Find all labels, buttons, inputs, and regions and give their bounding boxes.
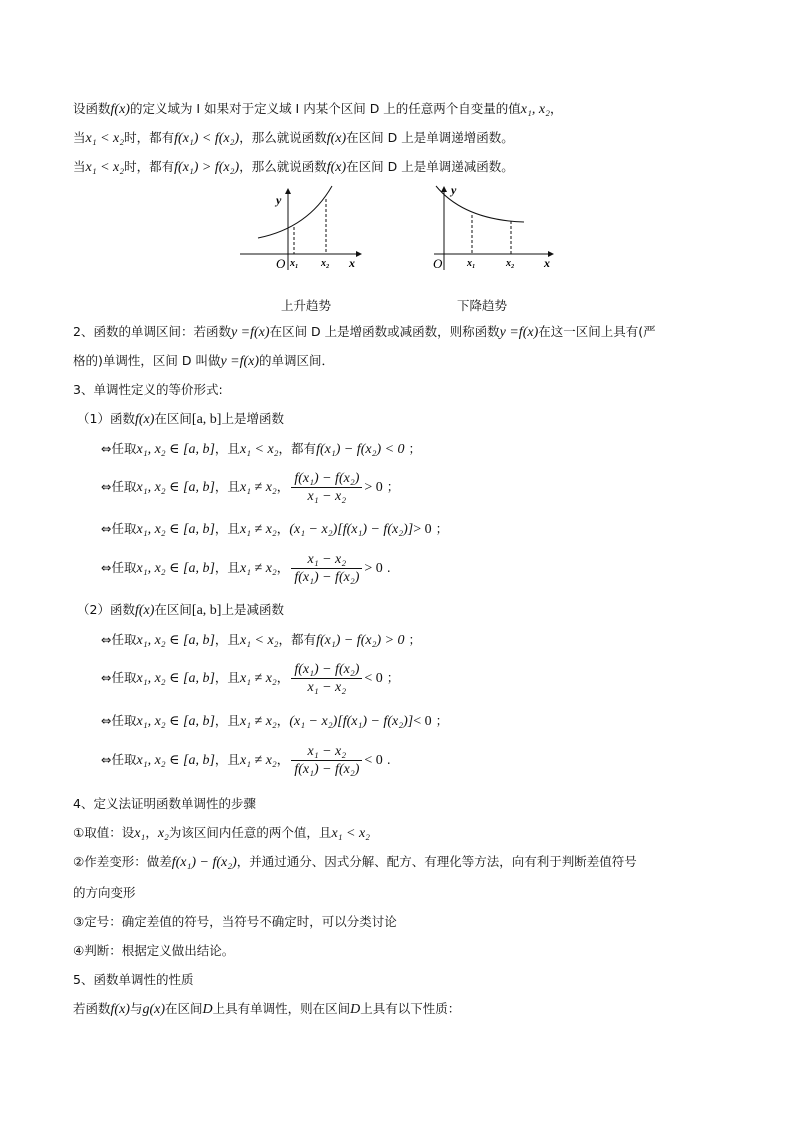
s2-line-2	[73, 352, 334, 371]
text: ，且	[214, 752, 240, 767]
comma: ，	[276, 670, 290, 685]
math: x₁ < x₂	[331, 826, 371, 841]
x2-label: x₂	[321, 258, 330, 269]
math-fx: f(x)	[326, 131, 347, 146]
dec-eq-3	[101, 712, 448, 731]
text: ，且	[214, 441, 240, 456]
text: 格的)单调性，区间 D 叫做	[73, 353, 221, 368]
text: ，且	[214, 521, 240, 536]
text: ，那么就说函数	[239, 159, 327, 174]
math-ineq: f(x₁) < f(x₂)	[174, 131, 240, 146]
math: x₁	[134, 826, 146, 841]
text: .	[382, 560, 391, 575]
text: 在区间 D 上是增函数或减函数，则称函数	[269, 324, 500, 339]
text: 时，都有	[124, 159, 175, 174]
decreasing-curve	[436, 186, 524, 222]
text: 设函数	[73, 101, 111, 116]
math-fx: f(x)	[326, 160, 347, 175]
s4-step-3: ③定号：确定差值的符号，当符号不确定时，可以分类讨论	[73, 914, 397, 929]
origin-label: O	[276, 256, 286, 271]
y-label: y	[451, 183, 457, 197]
text: 任取	[111, 713, 137, 728]
text: 任取	[111, 479, 137, 494]
s4-step-2	[73, 853, 637, 872]
math: > 0	[364, 480, 383, 495]
x-label: x	[349, 256, 355, 270]
text: 在区间	[154, 602, 192, 617]
equiv-arrow: ⇔	[101, 560, 112, 575]
math: < 0	[364, 671, 383, 686]
y-label: y	[276, 193, 282, 207]
text: 若函数	[73, 1001, 111, 1016]
fraction	[291, 470, 362, 505]
x2-label: x₂	[506, 258, 515, 269]
text: 在区间	[165, 1001, 203, 1016]
denominator: f(x₁) − f(x₂)	[294, 570, 360, 585]
s3-title: 3、单调性定义的等价形式:	[73, 382, 223, 397]
math: x₁, x₂ ∈ [a, b]	[136, 522, 215, 537]
text: ，那么就说函数	[239, 130, 327, 145]
math: x₁ ≠ x₂	[239, 561, 277, 576]
text: ，	[145, 825, 158, 840]
math: x₁, x₂ ∈ [a, b]	[136, 671, 215, 686]
text: 2、函数的单调区间：若函数	[73, 324, 231, 339]
text: ，且	[214, 670, 240, 685]
math: x₁ ≠ x₂	[239, 522, 277, 537]
equiv-arrow: ⇔	[101, 670, 112, 685]
intro-line-3	[73, 158, 514, 177]
text: 当	[73, 159, 86, 174]
comma: ，	[276, 752, 290, 767]
math: D	[350, 1002, 361, 1017]
dec-eq-2	[101, 661, 399, 696]
denominator: x₁ − x₂	[307, 489, 347, 504]
x1-label: x₁	[467, 258, 476, 269]
text: ，且	[214, 560, 240, 575]
x-axis-arrow	[356, 251, 362, 257]
text: （2）函数	[77, 602, 135, 617]
math: x₁, x₂ ∈ [a, b]	[136, 561, 215, 576]
math: g(x)	[142, 1002, 166, 1017]
text: 任取	[111, 670, 137, 685]
numerator: x₁ − x₂	[291, 551, 362, 569]
numerator: x₁ − x₂	[291, 743, 362, 761]
comma: ，	[276, 560, 290, 575]
text: ，且	[214, 632, 240, 647]
text: 上具有以下性质：	[360, 1001, 461, 1016]
text: 在这一区间上具有(严	[538, 324, 656, 339]
math: x₁, x₂ ∈ [a, b]	[136, 753, 215, 768]
equiv-arrow: ⇔	[101, 713, 112, 728]
text: ；	[431, 713, 449, 728]
math: x₁, x₂ ∈ [a, b]	[136, 633, 215, 648]
text: ，都有	[278, 441, 317, 456]
text: ；	[431, 521, 449, 536]
math: x₂	[157, 826, 169, 841]
equiv-arrow: ⇔	[101, 441, 112, 456]
text: ，都有	[278, 632, 317, 647]
text: 为该区间内任意的两个值，且	[168, 825, 332, 840]
math: (x₁ − x₂)[f(x₁) − f(x₂)]	[289, 522, 414, 537]
math: < 0	[364, 753, 383, 768]
math: f(x)	[110, 1002, 130, 1017]
s4-step-1	[73, 824, 370, 843]
math: y =f(x)	[230, 325, 270, 340]
math: x₁ < x₂	[239, 633, 279, 648]
s4-step-2-cont: 的方向变形	[73, 885, 136, 900]
text: 时，都有	[124, 130, 175, 145]
math-cond: x₁ < x₂	[85, 131, 125, 146]
dec-eq-1	[101, 631, 421, 650]
math: x₁, x₂ ∈ [a, b]	[136, 480, 215, 495]
text: ；	[404, 441, 422, 456]
equiv-arrow: ⇔	[101, 479, 112, 494]
math: x₁ ≠ x₂	[239, 671, 277, 686]
decreasing-graph	[430, 182, 560, 274]
inc-eq-2	[101, 470, 399, 505]
text: 上是增函数	[221, 411, 284, 426]
comma: ，	[276, 713, 290, 728]
s2-line-1	[73, 323, 656, 342]
text: 在区间	[154, 411, 192, 426]
x-label: x	[544, 256, 550, 270]
y-axis-arrow	[285, 188, 291, 194]
fraction	[291, 551, 362, 586]
s5-line-1	[73, 1000, 460, 1019]
text: ，且	[214, 479, 240, 494]
math: [a, b]	[191, 412, 222, 427]
text: 任取	[111, 632, 137, 647]
math-vars: x₁, x₂	[520, 102, 550, 117]
increasing-graph	[236, 182, 366, 274]
s4-step-4: ④判断：根据定义做出结论。	[73, 943, 235, 958]
math: x₁ ≠ x₂	[239, 714, 277, 729]
dec-eq-4	[101, 743, 391, 778]
equiv-arrow: ⇔	[101, 632, 112, 647]
text: 任取	[111, 521, 137, 536]
inc-eq-3	[101, 520, 448, 539]
comma: ，	[276, 479, 290, 494]
comma: ，	[276, 521, 290, 536]
math: > 0	[364, 561, 383, 576]
math: (x₁ − x₂)[f(x₁) − f(x₂)]	[289, 714, 414, 729]
text: ①取值：设	[73, 825, 135, 840]
math: x₁ ≠ x₂	[239, 753, 277, 768]
denominator: x₁ − x₂	[307, 680, 347, 695]
text: ，且	[214, 713, 240, 728]
math: y =f(x)	[499, 325, 539, 340]
text: 的单调区间．	[259, 353, 335, 368]
denominator: f(x₁) − f(x₂)	[294, 762, 360, 777]
math: > 0	[413, 522, 432, 537]
math: [a, b]	[191, 603, 222, 618]
equiv-arrow: ⇔	[101, 752, 112, 767]
text: ，	[549, 101, 563, 116]
text: 在区间 D 上是单调递减函数。	[346, 159, 514, 174]
text: ，并通过通分、因式分解、配方、有理化等方法，向有利于判断差值符号	[236, 854, 637, 869]
math: x₁, x₂ ∈ [a, b]	[136, 714, 215, 729]
left-caption: 上升趋势	[281, 298, 332, 313]
fraction	[291, 661, 362, 696]
fraction	[291, 743, 362, 778]
math-cond: x₁ < x₂	[85, 160, 125, 175]
math: f(x₁) − f(x₂) < 0	[316, 442, 405, 457]
s3-part2-head	[77, 601, 284, 620]
text: 任取	[111, 560, 137, 575]
numerator: f(x₁) − f(x₂)	[291, 661, 362, 679]
math-ineq: f(x₁) > f(x₂)	[174, 160, 240, 175]
text: ；	[382, 670, 400, 685]
text: 任取	[111, 752, 137, 767]
math: f(x₁) − f(x₂)	[171, 855, 237, 870]
x1-label: x₁	[290, 258, 299, 269]
math: y =f(x)	[220, 354, 260, 369]
math: f(x₁) − f(x₂) > 0	[316, 633, 405, 648]
text: 与	[129, 1001, 143, 1016]
math: f(x)	[134, 603, 155, 618]
intro-line-1	[73, 100, 562, 119]
s3-part1-head	[77, 410, 284, 429]
text: （1）函数	[77, 411, 135, 426]
math: x₁, x₂ ∈ [a, b]	[136, 442, 215, 457]
text: 任取	[111, 441, 137, 456]
math-fx: f(x)	[110, 102, 130, 117]
math: f(x)	[134, 412, 155, 427]
text: ；	[404, 632, 422, 647]
intro-line-2	[73, 129, 514, 148]
text: 当	[73, 130, 86, 145]
numerator: f(x₁) − f(x₂)	[291, 470, 362, 488]
s4-title: 4、定义法证明函数单调性的步骤	[73, 796, 256, 811]
y-axis-arrow	[441, 186, 447, 192]
inc-eq-4	[101, 551, 391, 586]
math: x₁ ≠ x₂	[239, 480, 277, 495]
text: ②作差变形：做差	[73, 854, 172, 869]
right-caption: 下降趋势	[457, 298, 508, 313]
equiv-arrow: ⇔	[101, 521, 112, 536]
inc-eq-1	[101, 440, 421, 459]
text: 的定义域为 I 如果对于定义域 I 内某个区间 D 上的任意两个自变量的值	[129, 101, 521, 116]
text: ；	[382, 479, 400, 494]
s5-title: 5、函数单调性的性质	[73, 972, 194, 987]
text: .	[382, 752, 391, 767]
math: D	[202, 1002, 213, 1017]
text: 上是减函数	[221, 602, 284, 617]
text: 在区间 D 上是单调递增函数。	[346, 130, 514, 145]
math: x₁ < x₂	[239, 442, 279, 457]
increasing-curve	[258, 186, 332, 238]
math: < 0	[413, 714, 432, 729]
origin-label: O	[433, 256, 443, 271]
text: 上具有单调性，则在区间	[212, 1001, 351, 1016]
